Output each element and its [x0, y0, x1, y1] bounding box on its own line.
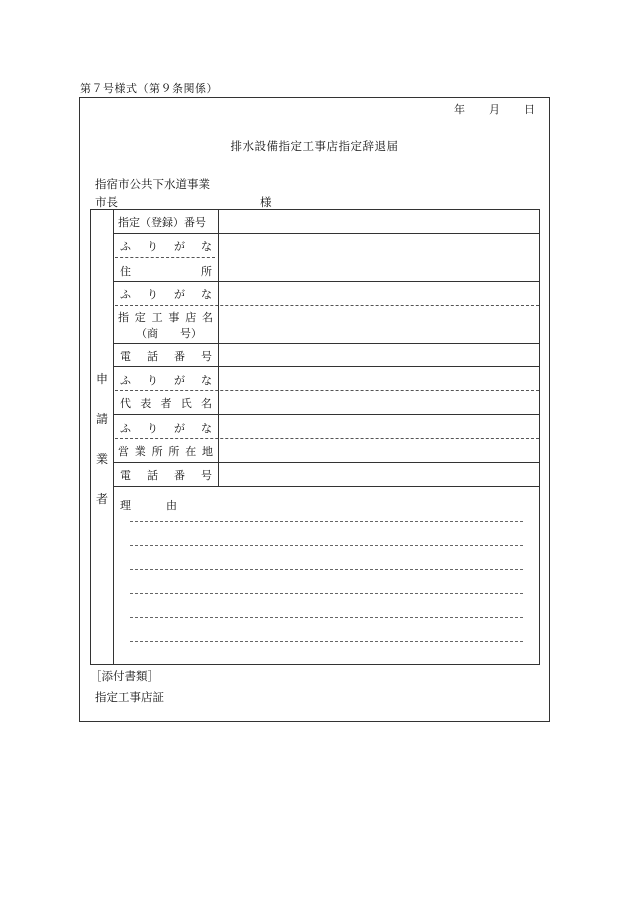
attachments-label: ［添付書類］	[90, 669, 159, 683]
form-number: 第７号様式（第９条関係）	[80, 82, 218, 95]
recipient-organization: 指宿市公共下水道事業	[95, 177, 210, 191]
furigana-label: ふ り が な	[120, 240, 212, 253]
date-day-label: 日	[524, 103, 535, 116]
trade-name-label: （商 号）	[136, 327, 202, 340]
date-month-label: 月	[489, 103, 500, 116]
office-location-label: 営 業 所 所 在 地	[118, 445, 213, 458]
furigana-label: ふ り が な	[120, 374, 212, 387]
furigana-separator	[115, 390, 539, 391]
recipient-mayor: 市長	[95, 195, 118, 209]
side-label-char: 業	[95, 452, 108, 466]
phone-label: 電 話 番 号	[120, 350, 212, 363]
row-divider	[113, 343, 540, 344]
reason-writing-line	[130, 521, 523, 522]
furigana-label: ふ り が な	[120, 422, 212, 435]
furigana-separator	[115, 305, 539, 306]
reason-label-char: 由	[166, 499, 177, 512]
row-divider	[113, 414, 540, 415]
side-label-char: 者	[95, 492, 108, 506]
side-label-char: 請	[95, 412, 108, 426]
representative-label: 代 表 者 氏 名	[120, 397, 212, 410]
reason-writing-line	[130, 641, 523, 642]
date-year-label: 年	[454, 103, 465, 116]
recipient-honorific: 様	[260, 195, 272, 209]
address-label: 住 所	[120, 265, 212, 278]
label-column-divider	[218, 209, 219, 486]
shop-name-label: 指 定 工 事 店 名	[118, 311, 213, 324]
row-divider	[113, 486, 540, 487]
row-divider	[113, 233, 540, 234]
side-label-char: 申	[95, 372, 108, 386]
form-title: 排水設備指定工事店指定辞退届	[230, 139, 399, 153]
row-divider	[113, 281, 540, 282]
reason-writing-line	[130, 617, 523, 618]
reason-writing-line	[130, 593, 523, 594]
reason-writing-line	[130, 569, 523, 570]
furigana-separator	[115, 257, 215, 258]
row-divider	[113, 366, 540, 367]
furigana-label: ふ り が な	[120, 288, 212, 301]
phone-label: 電 話 番 号	[120, 469, 212, 482]
reason-writing-line	[130, 545, 523, 546]
side-column-divider	[113, 209, 114, 665]
designation-number-label: 指定（登録）番号	[118, 216, 206, 229]
attachment-item: 指定工事店証	[95, 690, 164, 704]
reason-label-char: 理	[120, 499, 131, 512]
furigana-separator	[115, 438, 539, 439]
row-divider	[113, 462, 540, 463]
